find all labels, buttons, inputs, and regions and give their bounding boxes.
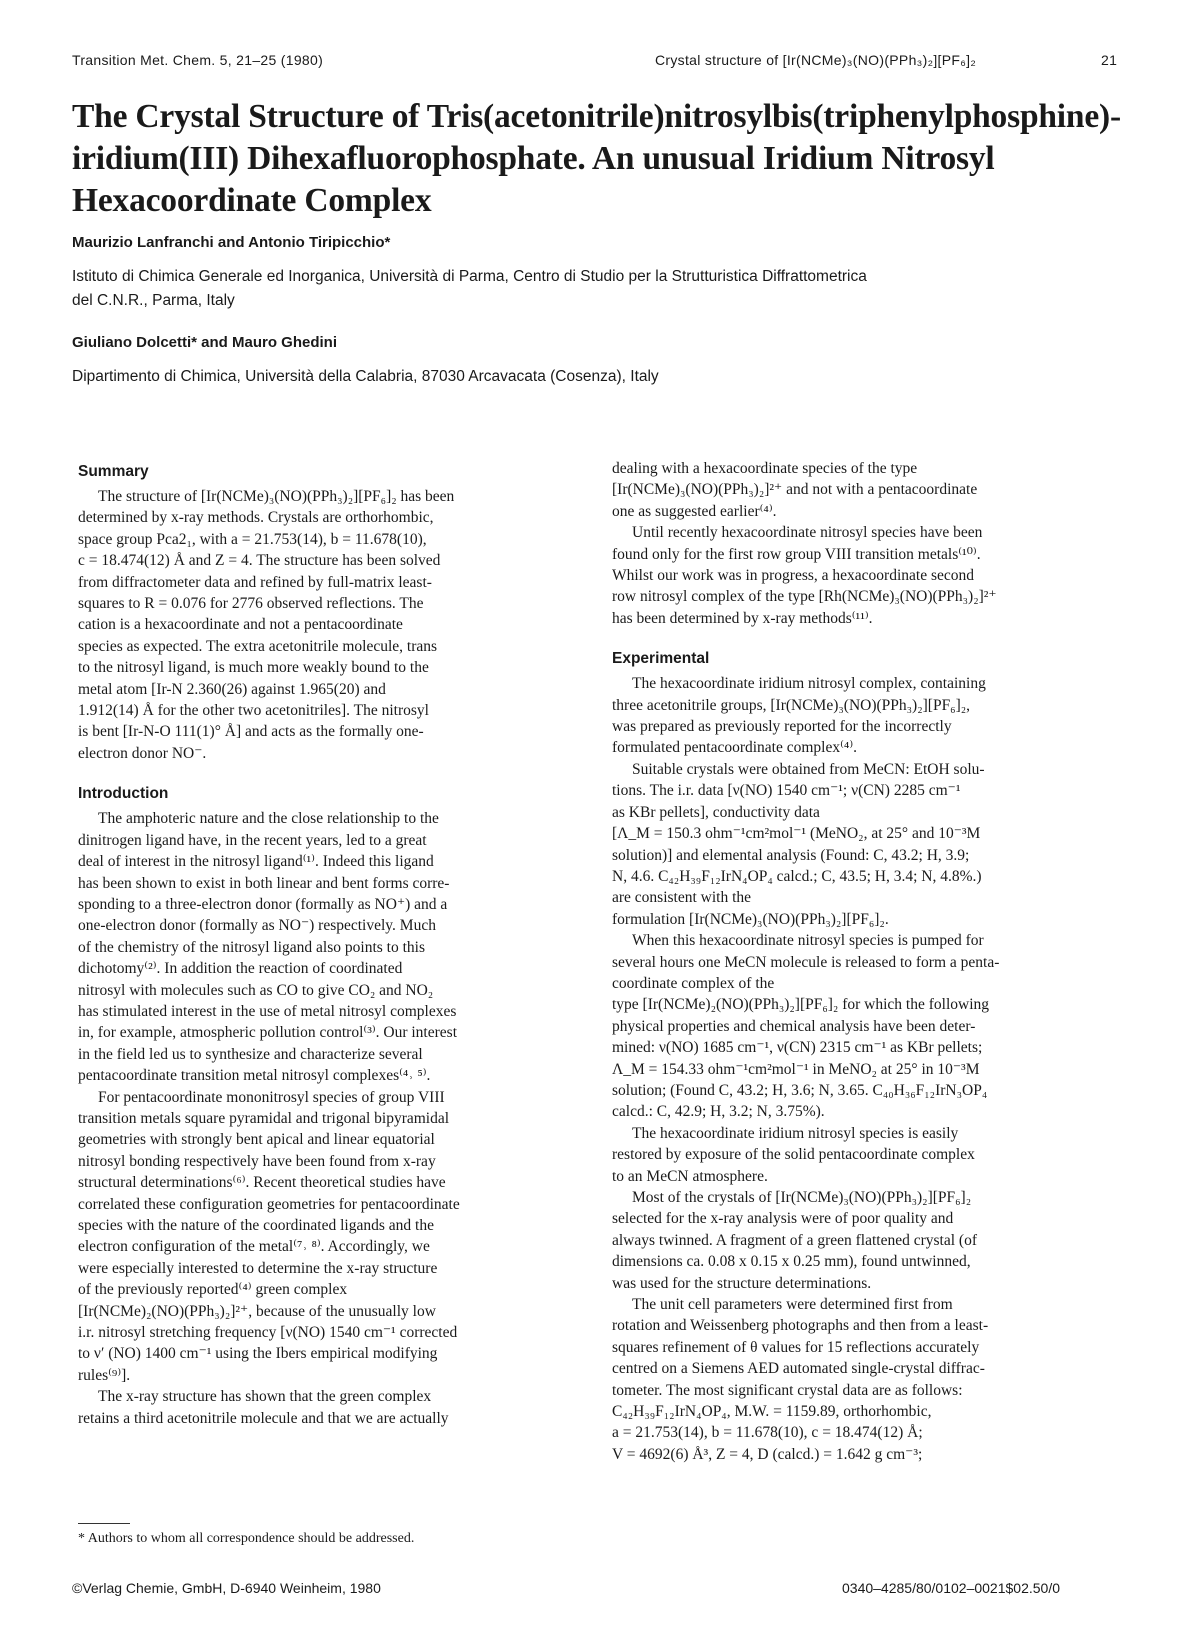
text-line: three acetonitrile groups, [Ir(NCMe)₃(NO)(PPh₃)₂][PF₆]₂,: [612, 696, 971, 714]
text-line: were especially interested to determine the x-ray structure: [78, 1259, 438, 1277]
text-line: mined: ν(NO) 1685 cm⁻¹, ν(CN) 2315 cm⁻¹ as KBr pellets;: [612, 1039, 983, 1057]
text-line: retains a third acetonitrile molecule and that we are actually: [78, 1409, 449, 1427]
text-line: The amphoteric nature and the close relationship to the: [98, 810, 439, 828]
text-line: C₄₂H₃₉F₁₂IrN₄OP₄, M.W. = 1159.89, orthorhombic,: [612, 1403, 932, 1421]
text-line: rotation and Weissenberg photographs and then from a least-: [612, 1317, 989, 1335]
introduction-heading: Introduction: [78, 785, 169, 803]
text-line: c = 18.474(12) Å and Z = 4. The structure has been solved: [78, 552, 441, 570]
text-line: N, 4.6. C₄₂H₃₉F₁₂IrN₄OP₄ calcd.; C, 43.5; H, 3.4; N, 4.8%.): [612, 867, 982, 885]
text-line: rules⁽⁹⁾].: [78, 1366, 131, 1384]
text-line: formulated pentacoordinate complex⁽⁴⁾.: [612, 739, 857, 757]
summary-heading: Summary: [78, 463, 149, 480]
text-line: For pentacoordinate mononitrosyl species of group VIII: [98, 1088, 445, 1106]
text-line: centred on a Siemens AED automated single-crystal diffrac-: [612, 1360, 985, 1378]
text-line: Whilst our work was in progress, a hexacoordinate second: [612, 567, 974, 585]
text-line: row nitrosyl complex of the type [Rh(NCMe)₃(NO)(PPh₃)₂]²⁺: [612, 588, 997, 606]
text-line: Most of the crystals of [Ir(NCMe)₃(NO)(PPh₃)₂][PF₆]₂: [632, 1189, 972, 1206]
right-column: [612, 458, 1132, 1465]
text-line: from diffractometer data and refined by full-matrix least-: [78, 573, 432, 591]
text-line: The structure of [Ir(NCMe)₃(NO)(PPh₃)₂][PF₆]₂ has been: [98, 488, 455, 505]
affiliation-line: Dipartimento di Chimica, Università della Calabria, 87030 Arcavacata (Cosenza), Italy: [72, 368, 659, 385]
text-line: 1.912(14) Å for the other two acetonitriles]. The nitrosyl: [78, 702, 429, 720]
text-line: one-electron donor (formally as NO⁻) respectively. Much: [78, 917, 436, 935]
text-line: dichotomy⁽²⁾. In addition the reaction of coordinated: [78, 960, 403, 978]
text-line: cation is a hexacoordinate and not a pentacoordinate: [78, 616, 403, 634]
text-line: in, for example, atmospheric pollution control⁽³⁾. Our interest: [78, 1024, 458, 1042]
article-title: [72, 96, 1137, 222]
title-line: Hexacoordinate Complex: [72, 182, 432, 219]
summary-body: [78, 486, 598, 764]
text-line: dealing with a hexacoordinate species of the type: [612, 460, 918, 477]
text-line: solution)] and elemental analysis (Found: C, 43.2; H, 3.9;: [612, 846, 970, 864]
text-line: one as suggested earlier⁽⁴⁾.: [612, 502, 777, 520]
text-line: V = 4692(6) Å³, Z = 4, D (calcd.) = 1.642 g cm⁻³;: [612, 1445, 923, 1463]
affiliation-2: [72, 365, 659, 389]
introduction-body: [78, 808, 598, 1429]
text-line: squares refinement of θ values for 15 reflections accurately: [612, 1338, 980, 1356]
text-line: was prepared as previously reported for the incorrectly: [612, 718, 952, 736]
text-line: formulation [Ir(NCMe)₃(NO)(PPh₃)₂][PF₆]₂.: [612, 910, 889, 928]
text-line: of the previously reported⁽⁴⁾ green complex: [78, 1281, 348, 1299]
text-line: several hours one MeCN molecule is released to form a penta-: [612, 953, 1000, 971]
text-line: dinitrogen ligand have, in the recent years, led to a great: [78, 831, 427, 849]
text-line: The x-ray structure has shown that the green complex: [98, 1388, 432, 1406]
text-line: transition metals square pyramidal and trigonal bipyramidal: [78, 1109, 450, 1127]
text-line: coordinate complex of the: [612, 974, 775, 992]
text-line: metal atom [Ir-N 2.360(26) against 1.965(20) and: [78, 680, 386, 698]
text-line: has been determined by x-ray methods⁽¹¹⁾.: [612, 609, 873, 627]
text-line: geometries with strongly bent apical and linear equatorial: [78, 1131, 435, 1149]
text-line: Λ_M = 154.33 ohm⁻¹cm²mol⁻¹ in MeNO₂ at 25° in 10⁻³M: [612, 1060, 980, 1078]
affiliation-1: [72, 265, 867, 313]
text-line: found only for the first row group VIII transition metals⁽¹⁰⁾.: [612, 545, 981, 563]
text-line: squares to R = 0.076 for 2776 observed reflections. The: [78, 595, 424, 613]
text-line: pentacoordinate transition metal nitrosyl complexes⁽⁴˒ ⁵⁾.: [78, 1067, 431, 1085]
text-line: solution; (Found C, 43.2; H, 3.6; N, 3.65. C₄₀H₃₆F₁₂IrN₃OP₄: [612, 1081, 988, 1099]
text-line: i.r. nitrosyl stretching frequency [ν(NO) 1540 cm⁻¹ corrected: [78, 1324, 458, 1342]
copyright-notice: ©Verlag Chemie, GmbH, D-6940 Weinheim, 1980: [72, 1580, 381, 1596]
text-line: determined by x-ray methods. Crystals are orthorhombic,: [78, 509, 434, 527]
text-line: selected for the x-ray analysis were of poor quality and: [612, 1210, 954, 1228]
text-line: nitrosyl with molecules such as CO to give CO₂ and NO₂: [78, 981, 434, 999]
text-line: to the nitrosyl ligand, is much more weakly bound to the: [78, 659, 429, 677]
text-line: of the chemistry of the nitrosyl ligand also points to this: [78, 938, 425, 956]
text-line: to an MeCN atmosphere.: [612, 1167, 768, 1185]
text-line: correlated these configuration geometries for pentacoordinate: [78, 1195, 460, 1213]
text-line: structural determinations⁽⁶⁾. Recent theoretical studies have: [78, 1174, 446, 1192]
text-line: in the field led us to synthesize and characterize several: [78, 1045, 423, 1063]
text-line: to ν′ (NO) 1400 cm⁻¹ using the Ibers empirical modifying: [78, 1345, 438, 1363]
text-line: The hexacoordinate iridium nitrosyl species is easily: [632, 1124, 959, 1142]
text-line: space group Pca2₁, with a = 21.753(14), b = 11.678(10),: [78, 530, 427, 548]
text-line: as KBr pellets], conductivity data: [612, 803, 820, 821]
left-column: [78, 458, 598, 1429]
text-line: [Ir(NCMe)₂(NO)(PPh₃)₂]²⁺, because of the unusually low: [78, 1302, 436, 1320]
text-line: calcd.: C, 42.9; H, 3.2; N, 3.75%).: [612, 1103, 825, 1121]
experimental-body: [612, 673, 1132, 1465]
text-line: has stimulated interest in the use of metal nitrosyl complexes: [78, 1002, 457, 1020]
text-line: [Ir(NCMe)₃(NO)(PPh₃)₂]²⁺ and not with a pentacoordinate: [612, 481, 978, 499]
journal-citation: Transition Met. Chem. 5, 21–25 (1980): [72, 52, 324, 68]
text-line: tions. The i.r. data [ν(NO) 1540 cm⁻¹; ν(CN) 2285 cm⁻¹: [612, 782, 961, 800]
text-line: physical properties and chemical analysis have been deter-: [612, 1017, 976, 1035]
text-line: was used for the structure determinations.: [612, 1274, 872, 1292]
text-line: species as expected. The extra acetonitrile molecule, trans: [78, 637, 438, 655]
text-line: Suitable crystals were obtained from MeCN: EtOH solu-: [632, 760, 985, 778]
text-line: The unit cell parameters were determined first from: [632, 1296, 953, 1314]
author-list-2: Giuliano Dolcetti* and Mauro Ghedini: [72, 334, 338, 351]
author-list-1: Maurizio Lanfranchi and Antonio Tiripicchio*: [72, 234, 391, 251]
footnote-rule: [78, 1523, 130, 1524]
text-line: type [Ir(NCMe)₂(NO)(PPh₃)₂][PF₆]₂ for which the following: [612, 996, 989, 1014]
affiliation-line: Istituto di Chimica Generale ed Inorganica, Università di Parma, Centro di Studio per la Strutturistica Diffrattometrica: [72, 268, 867, 285]
text-line: dimensions ca. 0.08 x 0.15 x 0.25 mm), found untwinned,: [612, 1253, 971, 1271]
text-line: tometer. The most significant crystal data are as follows:: [612, 1381, 963, 1399]
text-line: The hexacoordinate iridium nitrosyl complex, containing: [632, 675, 986, 693]
text-line: is bent [Ir-N-O 111(1)° Å] and acts as the formally one-: [78, 723, 424, 741]
text-line: Until recently hexacoordinate nitrosyl species have been: [632, 524, 983, 542]
experimental-heading: Experimental: [612, 650, 710, 668]
text-line: species with the nature of the coordinated ligands and the: [78, 1217, 434, 1234]
text-line: has been shown to exist in both linear and bent forms corre-: [78, 874, 450, 892]
article-code: 0340–4285/80/0102–0021$02.50/0: [842, 1580, 1060, 1596]
text-line: nitrosyl bonding respectively have been found from x-ray: [78, 1152, 436, 1170]
title-line: The Crystal Structure of Tris(acetonitrile)nitrosylbis(triphenylphosphine)-: [72, 98, 1121, 135]
page-number: 21: [1101, 52, 1118, 68]
text-line: a = 21.753(14), b = 11.678(10), c = 18.474(12) Å;: [612, 1424, 923, 1442]
running-title: Crystal structure of [Ir(NCMe)₃(NO)(PPh₃)₂][PF₆]₂: [655, 52, 977, 68]
text-line: restored by exposure of the solid pentacoordinate complex: [612, 1146, 975, 1164]
text-line: deal of interest in the nitrosyl ligand⁽¹⁾. Indeed this ligand: [78, 853, 434, 871]
text-line: always twinned. A fragment of a green flattened crystal (of: [612, 1231, 977, 1249]
affiliation-line: del C.N.R., Parma, Italy: [72, 292, 235, 309]
text-line: When this hexacoordinate nitrosyl species is pumped for: [632, 932, 984, 950]
introduction-continued: [612, 458, 1132, 629]
text-line: [Λ_M = 150.3 ohm⁻¹cm²mol⁻¹ (MeNO₂, at 25° and 10⁻³M: [612, 825, 981, 843]
text-line: are consistent with the: [612, 889, 752, 907]
text-line: electron donor NO⁻.: [78, 744, 207, 762]
text-line: sponding to a three-electron donor (formally as NO⁺) and a: [78, 895, 448, 913]
title-line: iridium(III) Dihexafluorophosphate. An unusual Iridium Nitrosyl: [72, 140, 995, 177]
footnote: * Authors to whom all correspondence should be addressed.: [78, 1531, 415, 1546]
text-line: electron configuration of the metal⁽⁷˒ ⁸⁾. Accordingly, we: [78, 1238, 430, 1256]
